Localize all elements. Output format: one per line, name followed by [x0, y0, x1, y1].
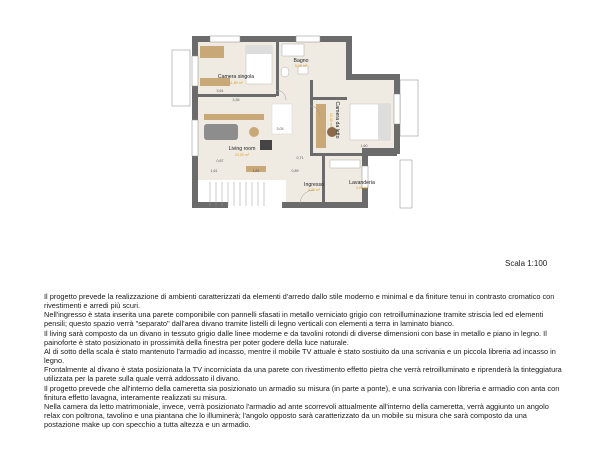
room-area-lavanderia: 4,00 m²: [355, 186, 369, 190]
description-paragraph: Al di sotto della scala è stato mantenuto l'armadio ad incasso, mentre il mobile TV attuale è stato sostiuito da una scrivania e un piccola libreria ad incasso in legno.: [44, 346, 556, 366]
room-area-ingresso: 4,20 m²: [307, 188, 321, 192]
wardrobe-single: [200, 46, 224, 58]
dimension-label: 3,35: [232, 98, 240, 102]
dimension-label: 0,71: [296, 156, 304, 160]
dimension-label: 3,61: [216, 89, 224, 93]
pillow-single: [246, 46, 272, 54]
room-area-living: 24,00 m²: [234, 153, 250, 157]
balcony-right-low: [400, 160, 412, 208]
dimension-label: 1,60: [360, 144, 368, 148]
room-area-camera-singola: 11,80 m²: [229, 81, 243, 85]
dimension-label: 0,89: [291, 169, 299, 173]
room-area-bagno: 5,00 m²: [294, 64, 308, 68]
room-name-camera-letto: Camera da letto: [334, 101, 340, 139]
pillows-double: [378, 104, 390, 140]
dimension-label: 1,81: [252, 169, 260, 173]
balcony-right: [400, 80, 418, 136]
piano: [260, 140, 272, 150]
room-name-bagno: Bagno: [293, 58, 309, 64]
room-name-lavanderia: Lavanderia: [349, 180, 375, 186]
description-paragraph: Il progetto prevede che all'interno della cameretta sia posizionato un armadio su misura (in parte a ponte), e una scrivania con libreria e armadio con anta con finitura effetto lavagna, interamente realizzati su misura.: [44, 383, 560, 402]
floor-plan: [150, 20, 450, 230]
room-area-camera-letto: 13,30 m²: [329, 112, 333, 128]
dimension-label: 0,67: [216, 159, 224, 163]
wood-slats: [204, 114, 264, 120]
room-name-living: Living room: [228, 146, 256, 152]
toilet: [281, 67, 289, 77]
description-paragraph: Nella camera da letto matrimoniale, invece, verrà posizionato l'armadio ad ante scorrevoli attualmente all'interno della cameretta, verrà aggiunto un angolo relax con poltrona, tavolino e una piantana che lo illuminerà; l'angolo opposto sarà caratterizzato da un mobile su misura che sarà composto da una postazione make up con specchio a tutta altezza e un armadio.: [44, 401, 549, 430]
dimension-label: 3,05: [276, 127, 284, 131]
wardrobe-double: [316, 104, 326, 148]
dimension-label: 1,61: [210, 169, 218, 173]
room-name-ingresso: Ingresso: [304, 182, 324, 188]
balcony-left: [172, 50, 190, 106]
description-paragraph: Il progetto prevede la realizzazione di ambienti caratterizzati da elementi d'arredo dallo stile moderno e minimal e da finiture tenui in contrasto cromatico con rivestimenti e arredi più scuri.: [44, 292, 555, 311]
room-name-camera-singola: Camera singola: [217, 74, 255, 80]
scale-label: Scala 1:100: [505, 259, 548, 268]
washer: [330, 160, 360, 168]
bathtub: [282, 44, 304, 56]
sofa: [204, 124, 238, 140]
round-table: [249, 127, 259, 137]
description-paragraph: Nell'ingresso è stata inserita una parete componibile con pannelli sfasati in metallo verniciato grigio con retroilluminazione tramite striscia led ed elementi pensili; questo spazio verrà "separato" dall'area divano tramite listelli di legno verticali con elementi a terra in laminato bianco.: [44, 310, 544, 329]
description-paragraph: Frontalmente al divano è stata posizionata la TV incorniciata da una parete con rivestimento effetto pietra che verrà retroilluminato e riprenderà la tinteggiatura utilizzata per la parete sulla quale verrà addossato il divano.: [44, 365, 562, 384]
description-paragraph: Il living sarà composto da un divano in tessuto grigio dalle linee moderne e da tavolini rotondi di diverse dimensioni con base in metallo e piano in legno. Il painoforte è stato posizionato in prossimità della finestra per poter godere della luce naturale.: [44, 328, 547, 347]
project-description: [44, 292, 564, 429]
